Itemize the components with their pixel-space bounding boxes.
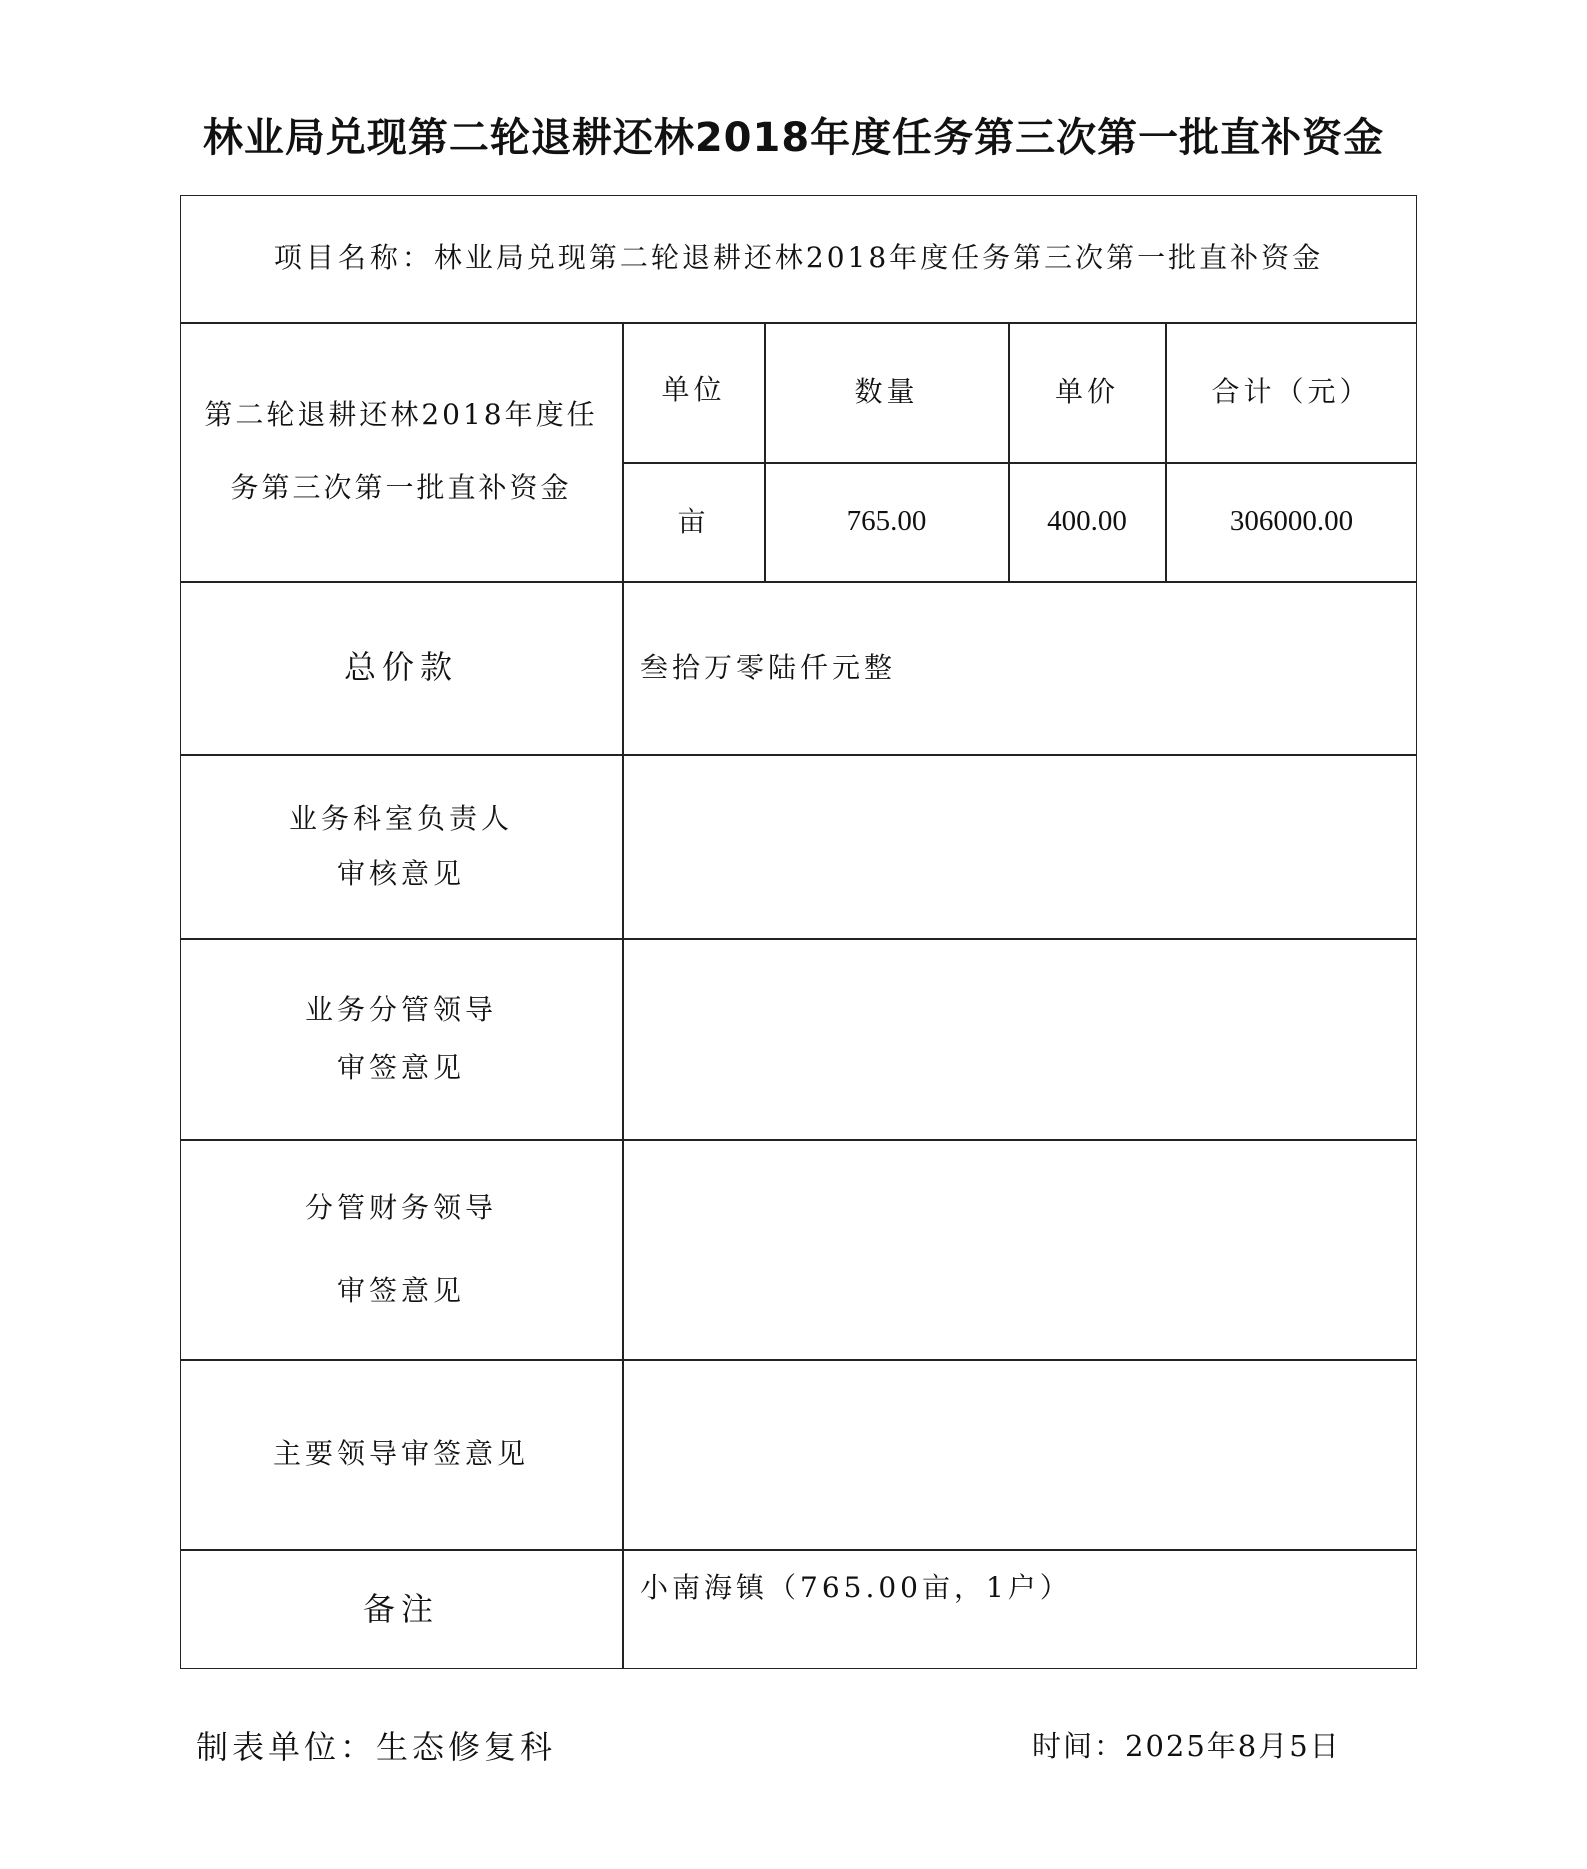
dept-head-label xyxy=(180,755,622,938)
dept-head-line2: 审核意见 xyxy=(336,856,465,890)
value-total: 306000.00 xyxy=(1229,505,1354,538)
item-desc-line2: 务第三次第一批直补资金 xyxy=(230,470,572,504)
remarks-value: 小南海镇（765.00亩，1户） xyxy=(640,1571,1072,1604)
project-row xyxy=(180,195,1417,322)
header-qty: 数量 xyxy=(854,374,919,408)
main-leader-label: 主要领导审签意见 xyxy=(272,1437,529,1471)
header-unit: 单位 xyxy=(661,373,726,406)
value-price: 400.00 xyxy=(1047,505,1127,538)
biz-leader-label xyxy=(180,939,622,1139)
finance-leader-line2: 审签意见 xyxy=(336,1273,465,1307)
remarks-label: 备注 xyxy=(362,1589,439,1628)
finance-leader-label xyxy=(180,1140,622,1359)
total-price-label: 总价款 xyxy=(343,648,458,687)
biz-leader-line1: 业务分管领导 xyxy=(304,992,497,1026)
project-name: 林业局兑现第二轮退耕还林2018年度任务第三次第一批直补资金 xyxy=(433,241,1324,275)
footer-date: 时间：2025年8月5日 xyxy=(1032,1729,1341,1763)
footer-maker: 制表单位：生态修复科 xyxy=(196,1728,557,1766)
header-price: 单价 xyxy=(1054,374,1119,408)
header-total: 合计（元） xyxy=(1211,374,1372,408)
finance-leader-line1: 分管财务领导 xyxy=(304,1191,497,1225)
total-price-value: 叁拾万零陆仟元整 xyxy=(640,650,897,684)
item-desc-line1: 第二轮退耕还林2018年度任 xyxy=(204,398,598,432)
project-label: 项目名称： xyxy=(273,241,434,275)
value-qty: 765.00 xyxy=(846,505,927,538)
item-description xyxy=(180,322,622,581)
dept-head-line1: 业务科室负责人 xyxy=(288,802,513,836)
biz-leader-line2: 审签意见 xyxy=(336,1051,465,1084)
value-unit: 亩 xyxy=(677,504,710,538)
document-title: 林业局兑现第二轮退耕还林2018年度任务第三次第一批直补资金 xyxy=(202,115,1385,161)
